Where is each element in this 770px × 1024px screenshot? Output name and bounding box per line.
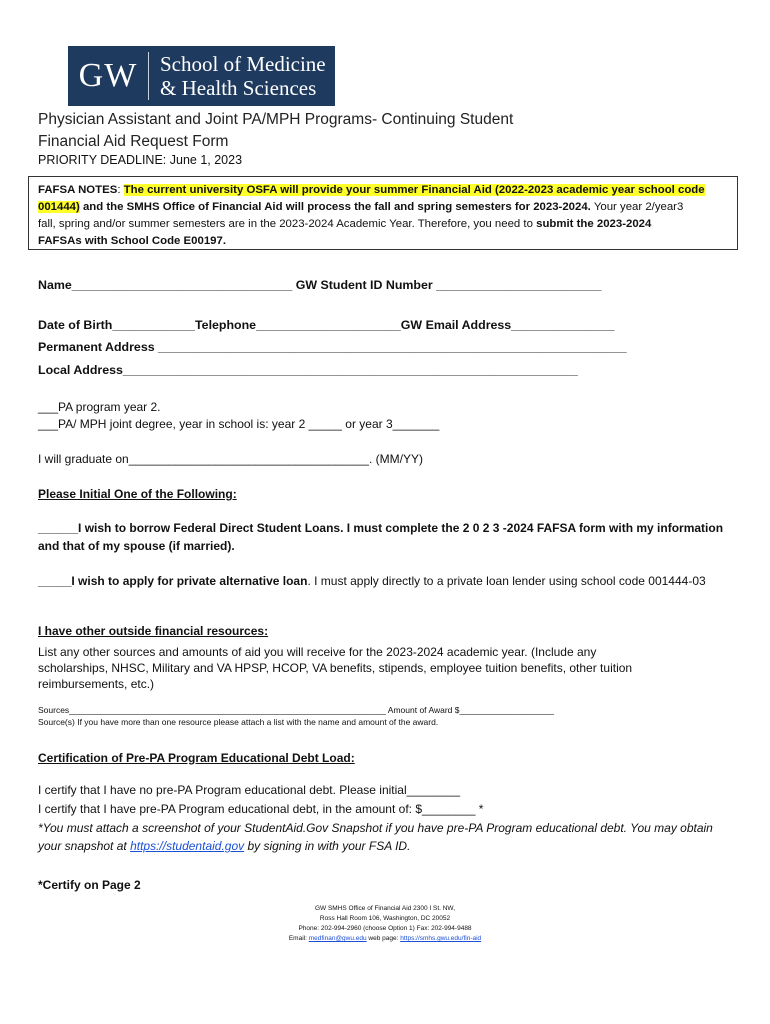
- certify-page-2-note: *Certify on Page 2: [38, 878, 141, 892]
- footer-line-4: [0, 934, 770, 944]
- fafsa-notes-rest-2: Your year 2/year3: [590, 201, 684, 213]
- initial-heading: Please Initial One of the Following:: [38, 487, 237, 501]
- logo-divider: [148, 52, 149, 100]
- fafsa-notes-line-1: [38, 182, 728, 199]
- fafsa-notes-colon: :: [117, 184, 124, 196]
- footer-line-2: Ross Hall Room 106, Washington, DC 20052: [319, 915, 451, 922]
- outside-resources-line-1: List any other sources and amounts of aid you will receive for the 2023-2024 academic year. (Include any: [38, 645, 597, 659]
- direct-loan-option-cont: and that of my spouse (if married).: [38, 539, 235, 553]
- outside-resources-heading: I have other outside financial resources:: [38, 624, 269, 638]
- form-title-line-1: Physician Assistant and Joint PA/MPH Programs- Continuing Student: [38, 111, 514, 128]
- fafsa-notes-bold-3: submit the 2023-2024: [536, 218, 652, 230]
- fafsa-notes-text-3: fall, spring and/or summer semesters are in the 2023-2024 Academic Year. Therefore, you need to: [38, 218, 537, 230]
- snapshot-instruction-line-2: [38, 839, 410, 853]
- fafsa-notes-line-2: [38, 199, 728, 216]
- fafsa-notes-line-4: FAFSAs with School Code E00197.: [38, 235, 226, 247]
- footer-web-link[interactable]: https://smhs.gwu.edu/fin-aid: [400, 935, 482, 942]
- snapshot-text-b: by signing in with your FSA ID.: [244, 839, 411, 853]
- sources-note: Source(s) If you have more than one resource please attach a list with the name and amount of the award.: [38, 717, 439, 727]
- private-loan-rest: . I must apply directly to a private loan lender using school code 001444-03: [307, 574, 706, 588]
- pa-mph-option[interactable]: ___PA/ MPH joint degree, year in school is: year 2 _____ or year 3_______: [38, 417, 440, 431]
- fafsa-notes-bold-2: and the SMHS Office of Financial Aid will process the fall and spring semesters for 2023-2024.: [79, 201, 591, 213]
- fafsa-notes-box: [28, 176, 738, 250]
- private-loan-option[interactable]: [38, 574, 706, 588]
- footer-line-1: GW SMHS Office of Financial Aid 2300 I St. NW,: [314, 905, 456, 912]
- private-loan-bold: _____I wish to apply for private alternative loan: [38, 574, 308, 588]
- direct-loan-option[interactable]: ______I wish to borrow Federal Direct Student Loans. I must complete the 2 0 2 3 -2024 FAFSA form with my information: [38, 521, 724, 535]
- fafsa-notes-highlight-2: 001444): [38, 201, 80, 213]
- sources-amount-field[interactable]: Sources___________________________________________________________________ Amount of Award $____________________: [38, 705, 555, 715]
- outside-resources-line-2: scholarships, NHSC, Military and VA HPSP, HCOP, VA benefits, stipends, employee tuition benefits, other tuition: [38, 661, 633, 675]
- priority-deadline: PRIORITY DEADLINE: June 1, 2023: [38, 153, 243, 167]
- certification-heading: Certification of Pre-PA Program Educational Debt Load:: [38, 751, 355, 765]
- no-debt-certification[interactable]: I certify that I have no pre-PA Program educational debt. Please initial________: [38, 783, 461, 797]
- gw-smhs-logo: [68, 46, 335, 106]
- local-address-field[interactable]: Local Address__________________________________________________________________: [38, 363, 578, 377]
- form-title-line-2: Financial Aid Request Form: [38, 133, 229, 150]
- logo-line-2: & Health Sciences: [160, 76, 317, 100]
- logo-line-1: School of Medicine: [160, 52, 326, 76]
- debt-certification[interactable]: I certify that I have pre-PA Program educational debt, in the amount of: $________ *: [38, 802, 484, 816]
- pa-program-option[interactable]: ___PA program year 2.: [38, 400, 161, 414]
- name-student-id-field[interactable]: Name________________________________ GW Student ID Number ________________________: [38, 278, 602, 292]
- permanent-address-field[interactable]: Permanent Address ____________________________________________________________________: [38, 340, 627, 354]
- footer-web-label: web page:: [366, 935, 401, 942]
- snapshot-text-a: your snapshot at: [38, 839, 131, 853]
- logo-mark: GW: [78, 57, 138, 94]
- dob-phone-email-field[interactable]: Date of Birth____________Telephone_____________________GW Email Address_______________: [38, 318, 615, 332]
- footer-email-label: Email:: [288, 935, 309, 942]
- fafsa-notes-line-3: [38, 216, 728, 233]
- snapshot-instruction-line-1: *You must attach a screenshot of your StudentAid.Gov Snapshot if you have pre-PA Program educational debt. You may obtain: [38, 821, 713, 835]
- studentaid-link[interactable]: https://studentaid.gov: [130, 839, 245, 853]
- outside-resources-line-3: reimbursements, etc.): [38, 677, 155, 691]
- fafsa-notes-label: FAFSA NOTES: [38, 184, 118, 196]
- fafsa-notes-highlight-1: The current university OSFA will provide your summer Financial Aid (2022-2023 academic year school code: [123, 184, 705, 196]
- footer-line-3: Phone: 202-994-2960 (choose Option 1) Fax: 202-994-9488: [298, 925, 472, 932]
- graduation-date-field[interactable]: I will graduate on____________________________________. (MM/YY): [38, 452, 423, 466]
- footer-address: [0, 904, 770, 944]
- footer-email-link[interactable]: medfinan@gwu.edu: [308, 935, 367, 942]
